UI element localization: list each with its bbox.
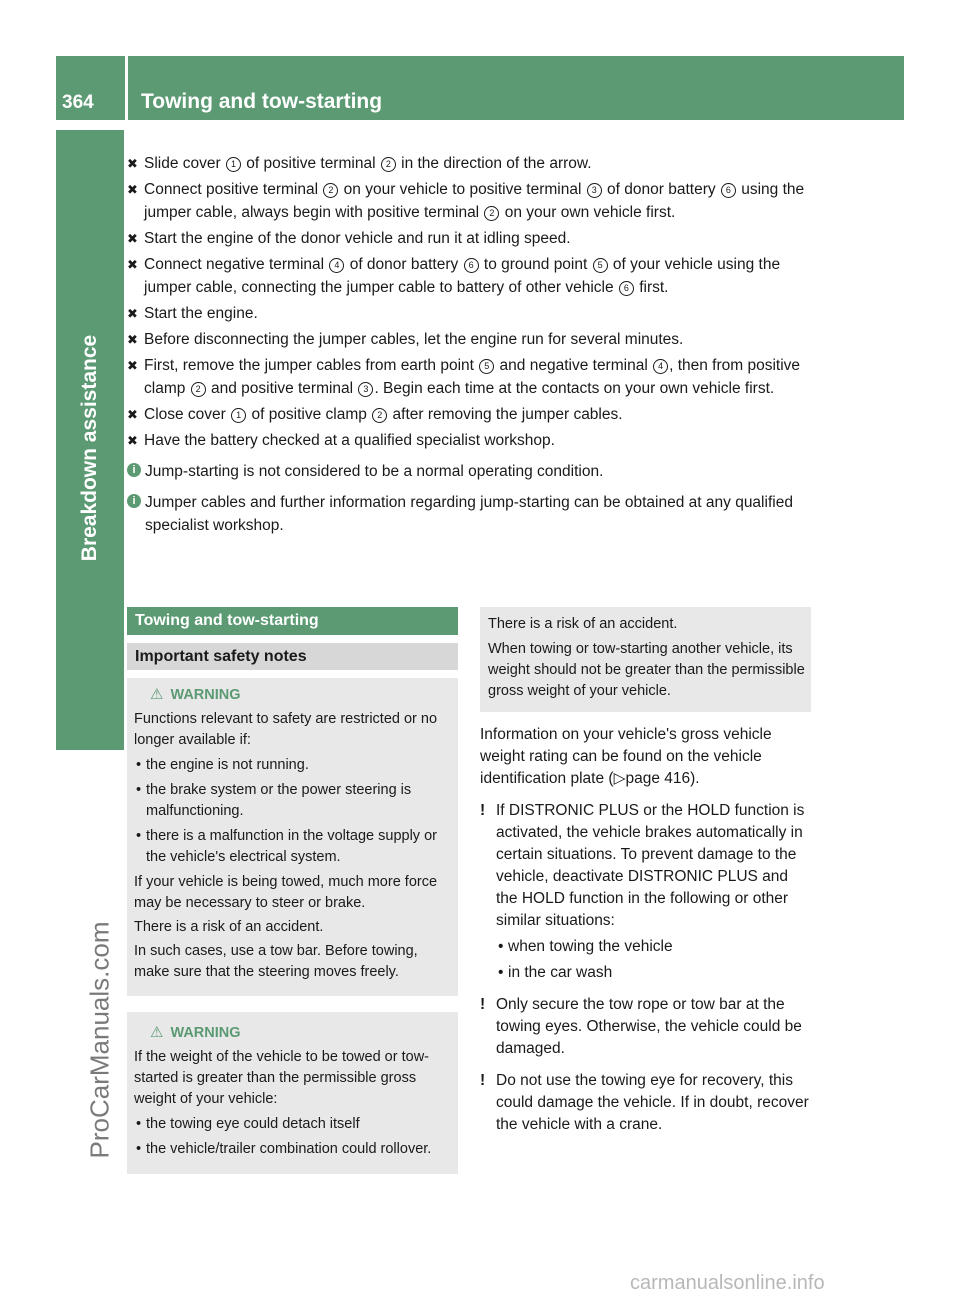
callout-number: 1 xyxy=(231,408,246,423)
step: ✖ Start the engine of the donor vehicle and run it at idling speed. xyxy=(127,227,817,250)
risk-text: When towing or tow-starting another vehicle, its weight should not be greater than the permissible gross weight of your vehicle. xyxy=(488,641,805,699)
callout-number: 5 xyxy=(479,359,494,374)
risk-box xyxy=(480,607,811,712)
step: ✖ Have the battery checked at a qualified specialist workshop. xyxy=(127,429,817,452)
step-arrow-icon: ✖ xyxy=(127,182,138,197)
list-item: • the engine is not running. xyxy=(136,757,309,773)
info-icon: i xyxy=(127,463,141,477)
warning-text: There is a risk of an accident. xyxy=(134,919,324,935)
callout-number: 2 xyxy=(372,408,387,423)
step: ✖ Connect negative terminal 4 of donor battery 6 to ground point 5 of your vehicle using the jumper cable, connecting the jumper cable to battery of other vehicle 6 first. xyxy=(127,253,817,299)
step: ✖ Slide cover 1 of positive terminal 2 in the direction of the arrow. xyxy=(127,152,817,175)
callout-number: 3 xyxy=(358,382,373,397)
exclamation-icon: ! xyxy=(480,996,486,1013)
callout-number: 1 xyxy=(226,157,241,172)
step-arrow-icon: ✖ xyxy=(127,407,138,422)
warning-heading: ⚠ WARNING xyxy=(150,686,241,703)
step-arrow-icon: ✖ xyxy=(127,231,138,246)
list-item: • in the car wash xyxy=(498,964,613,981)
info-note: i Jumper cables and further information regarding jump-starting can be obtained at any qualified specialist workshop. xyxy=(127,491,817,537)
callout-number: 6 xyxy=(464,258,479,273)
warning-text: If your vehicle is being towed, much more force may be necessary to steer or brake. xyxy=(134,874,438,911)
caution-note: ! If DISTRONIC PLUS or the HOLD function is activated, the vehicle brakes automatically in certain situations. To prevent damage to the vehicle, deactivate DISTRONIC PLUS and the HOLD function in the following or other similar situations: • when towing the vehicle • in the car wash xyxy=(480,800,811,984)
list-item: • the towing eye could detach itself xyxy=(136,1116,360,1132)
warning-text: In such cases, use a tow bar. Before towing, make sure that the steering moves freely. xyxy=(134,943,418,980)
left-column xyxy=(127,607,458,1174)
section-title: Towing and tow-starting xyxy=(127,607,458,635)
warning-triangle-icon: ⚠ xyxy=(150,686,164,703)
info-icon: i xyxy=(127,494,141,508)
header-divider xyxy=(125,56,128,120)
step-arrow-icon: ✖ xyxy=(127,433,138,448)
side-tab-title: Breakdown assistance xyxy=(78,334,101,562)
step-arrow-icon: ✖ xyxy=(127,358,138,373)
footer-watermark: carmanualsonline.info xyxy=(630,1272,825,1294)
callout-number: 2 xyxy=(323,183,338,198)
risk-text: There is a risk of an accident. xyxy=(488,616,678,632)
step: ✖ Connect positive terminal 2 on your vehicle to positive terminal 3 of donor battery 6 using the jumper cable, always begin with positive terminal 2 on your own vehicle first. xyxy=(127,178,817,224)
info-note: i Jump-starting is not considered to be a normal operating condition. xyxy=(127,460,817,483)
caution-note: ! Only secure the tow rope or tow bar at the towing eyes. Otherwise, the vehicle could be damaged. xyxy=(480,996,802,1057)
caution-note: ! Do not use the towing eye for recovery, this could damage the vehicle. If in doubt, recover the vehicle with a crane. xyxy=(480,1072,809,1133)
callout-number: 6 xyxy=(619,281,634,296)
info-paragraph: Information on your vehicle's gross vehicle weight rating can be found on the vehicle identification plate (▷page 416). xyxy=(480,726,772,787)
page-title: Towing and tow-starting xyxy=(141,90,383,113)
right-column xyxy=(480,607,811,1136)
step: ✖ Before disconnecting the jumper cables, let the engine run for several minutes. xyxy=(127,328,817,351)
exclamation-icon: ! xyxy=(480,802,486,819)
subsection-title: Important safety notes xyxy=(127,643,458,670)
step-arrow-icon: ✖ xyxy=(127,306,138,321)
warning-box xyxy=(127,1012,458,1174)
step: ✖ First, remove the jumper cables from earth point 5 and negative terminal 4 , then from positive clamp 2 and positive terminal 3 . Begin each time at the contacts on your own vehicle first. xyxy=(127,354,817,400)
callout-number: 2 xyxy=(381,157,396,172)
exclamation-icon: ! xyxy=(480,1072,486,1089)
callout-number: 6 xyxy=(721,183,736,198)
warning-text: If the weight of the vehicle to be towed or tow-started is greater than the permissible gross weight of your vehicle: xyxy=(134,1049,429,1107)
callout-number: 4 xyxy=(653,359,668,374)
warning-box xyxy=(127,678,458,996)
page-number: 364 xyxy=(62,92,94,113)
step-arrow-icon: ✖ xyxy=(127,156,138,171)
page-reference-link[interactable]: page 416 xyxy=(625,770,691,787)
step: ✖ Close cover 1 of positive clamp 2 after removing the jumper cables. xyxy=(127,403,817,426)
callout-number: 3 xyxy=(587,183,602,198)
callout-number: 5 xyxy=(593,258,608,273)
warning-text: Functions relevant to safety are restricted or no longer available if: xyxy=(134,711,438,748)
watermark: ProCarManuals.com xyxy=(84,921,115,1159)
jump-start-steps xyxy=(127,152,817,537)
list-item: • there is a malfunction in the voltage supply or the vehicle's electrical system. xyxy=(136,828,437,865)
callout-number: 2 xyxy=(191,382,206,397)
step: ✖ Start the engine. xyxy=(127,302,817,325)
page-ref-arrow-icon: ▷ xyxy=(613,770,626,787)
step-arrow-icon: ✖ xyxy=(127,257,138,272)
list-item: • the vehicle/trailer combination could rollover. xyxy=(136,1141,432,1157)
list-item: • the brake system or the power steering is malfunctioning. xyxy=(136,782,412,819)
callout-number: 2 xyxy=(484,206,499,221)
warning-triangle-icon: ⚠ xyxy=(150,1024,164,1041)
callout-number: 4 xyxy=(329,258,344,273)
list-item: • when towing the vehicle xyxy=(498,938,673,955)
step-arrow-icon: ✖ xyxy=(127,332,138,347)
warning-heading: ⚠ WARNING xyxy=(150,1024,241,1041)
